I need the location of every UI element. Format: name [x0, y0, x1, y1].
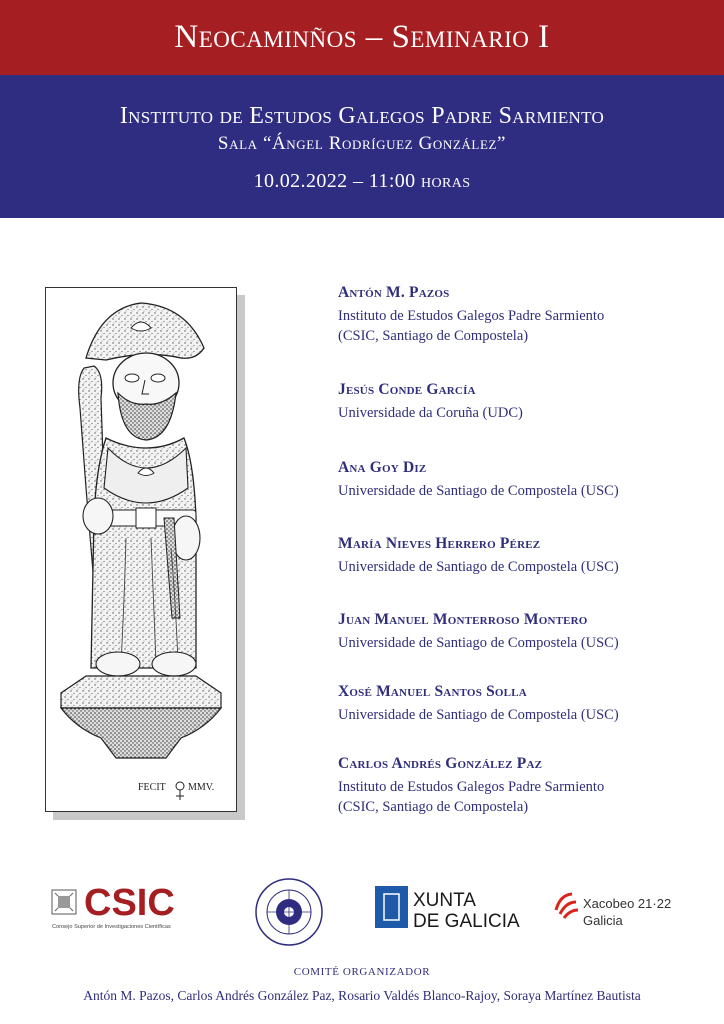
pilgrim-statue-illustration	[46, 288, 236, 811]
xunta-wordmark: XUNTA	[413, 890, 476, 911]
speaker-item	[338, 380, 708, 423]
speaker-item	[338, 534, 708, 577]
sponsor-logos	[0, 870, 724, 960]
speaker-name: Antón M. Pazos	[338, 284, 450, 301]
speaker-item	[338, 283, 708, 346]
xunta-wordmark-2: DE GALICIA	[413, 911, 520, 932]
pilgrim-figure	[45, 287, 237, 812]
xacobeo-region: Galicia	[583, 913, 623, 928]
institute-seal-icon	[256, 879, 322, 945]
speaker-item	[338, 754, 708, 817]
institute-name: Instituto de Estudos Galegos Padre Sarmiento	[119, 103, 605, 129]
xunta-logo	[375, 886, 520, 932]
speaker-affiliation: Universidade de Santiago de Compostela (USC)	[338, 635, 619, 651]
xunta-shield-icon	[375, 886, 408, 928]
inscription-mark-icon	[176, 782, 184, 790]
speaker-affiliation: Universidade de Santiago de Compostela (USC)	[338, 707, 619, 723]
speaker-name: María Nieves Herrero Pérez	[338, 535, 541, 552]
speaker-affiliation: Universidade da Coruña (UDC)	[338, 405, 523, 421]
csic-logo	[52, 882, 175, 930]
room-name: Sala “Ángel Rodríguez González”	[217, 133, 507, 154]
csic-subtitle: Consejo Superior de Investigaciones Científicas	[52, 924, 171, 930]
speaker-affiliation: Instituto de Estudos Galegos Padre Sarmiento (CSIC, Santiago de Compostela)	[338, 779, 605, 815]
speaker-name: Carlos Andrés González Paz	[338, 755, 543, 772]
inscription-cross-icon	[176, 790, 184, 800]
speaker-item	[338, 682, 708, 725]
speaker-affiliation: Universidade de Santiago de Compostela (USC)	[338, 483, 619, 499]
speaker-item	[338, 458, 708, 501]
xacobeo-wordmark: Xacobeo 21·22	[583, 896, 672, 911]
committee-members: Antón M. Pazos, Carlos Andrés González Paz, Rosario Valdés Blanco-Rajoy, Soraya Martínez Bautista	[83, 988, 641, 1003]
xacobeo-shell-icon	[556, 894, 578, 918]
committee-title: COMITÉ ORGANIZADOR	[293, 966, 431, 978]
speaker-item	[338, 610, 708, 653]
speaker-name: Jesús Conde García	[338, 381, 476, 398]
speaker-name: Ana Goy Diz	[338, 459, 427, 476]
speaker-affiliation: Instituto de Estudos Galegos Padre Sarmiento (CSIC, Santiago de Compostela)	[338, 308, 605, 344]
speaker-name: Xosé Manuel Santos Solla	[338, 683, 527, 700]
inscription-left: FECIT	[138, 782, 166, 793]
figure-frame	[45, 287, 237, 812]
xacobeo-logo	[556, 894, 671, 928]
speaker-name: Juan Manuel Monterroso Montero	[338, 611, 588, 628]
csic-emblem-icon	[52, 890, 76, 914]
event-datetime: 10.02.2022 – 11:00 horas	[253, 170, 471, 192]
csic-wordmark: CSIC	[84, 882, 175, 924]
title-banner	[0, 0, 724, 75]
page-title: Neocaminños – Seminario I	[174, 19, 550, 55]
speaker-affiliation: Universidade de Santiago de Compostela (USC)	[338, 559, 619, 575]
inscription-right: MMV.	[188, 782, 215, 793]
event-banner	[0, 75, 724, 218]
